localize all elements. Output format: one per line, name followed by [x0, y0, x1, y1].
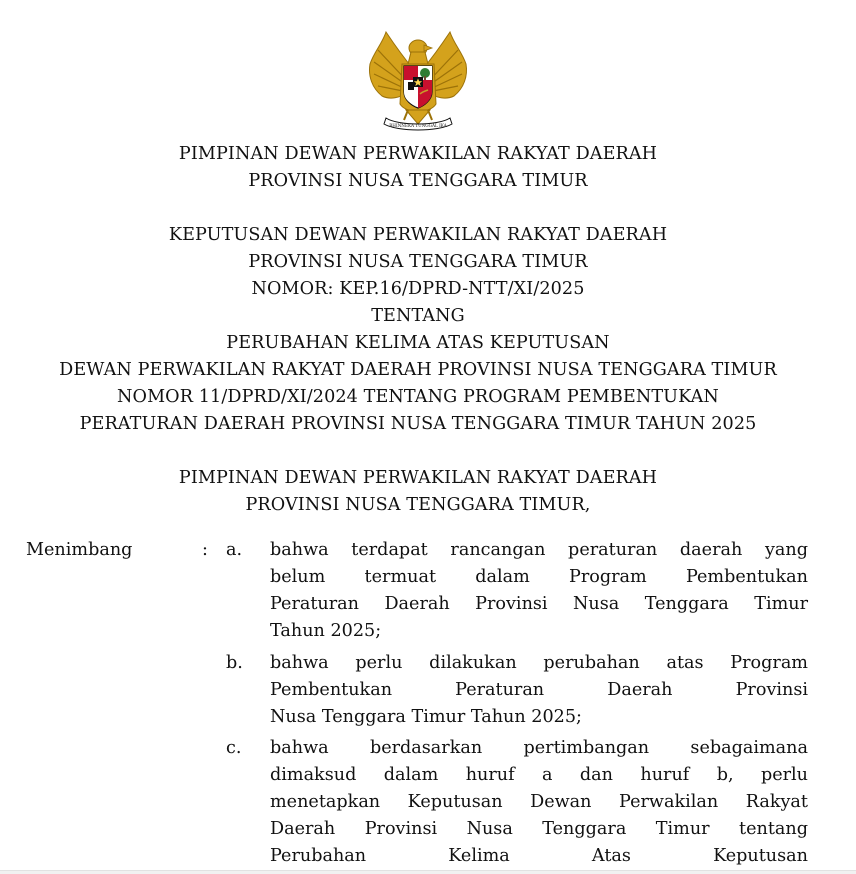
item-text-line: Pembentukan Peraturan Daerah Provinsi — [270, 680, 808, 700]
issuer-line-1: PIMPINAN DEWAN PERWAKILAN RAKYAT DAERAH — [178, 468, 658, 488]
title-about: TENTANG — [371, 306, 465, 326]
issuer-line-2: PROVINSI NUSA TENGGARA TIMUR, — [245, 495, 591, 515]
item-text-line: menetapkan Keputusan Dewan Perwakilan Rakyat — [270, 792, 808, 812]
considering-item-a — [226, 537, 808, 645]
garuda-pancasila-emblem-icon — [364, 30, 472, 138]
considering-colon: : — [202, 540, 208, 560]
item-text-line: Peraturan Daerah Provinsi Nusa Tenggara Timur — [270, 594, 808, 614]
decision-number: NOMOR: KEP.16/DPRD-NTT/XI/2025 — [251, 279, 585, 299]
item-text-line: Perubahan Kelima Atas Keputusan — [270, 846, 808, 866]
subject-line-2: DEWAN PERWAKILAN RAKYAT DAERAH PROVINSI NUSA TENGGARA TIMUR — [59, 360, 777, 380]
header-line-1: PIMPINAN DEWAN PERWAKILAN RAKYAT DAERAH — [178, 144, 658, 164]
header-line-2: PROVINSI NUSA TENGGARA TIMUR — [248, 171, 588, 191]
item-text-line: dimaksud dalam huruf a dan huruf b, perlu — [270, 765, 808, 785]
item-text-line: Nusa Tenggara Timur Tahun 2025; — [270, 707, 582, 727]
considering-item-c — [226, 735, 808, 870]
item-letter: c. — [226, 738, 242, 758]
considering-label: Menimbang — [26, 540, 133, 560]
issuing-body-header — [0, 141, 836, 195]
considering-item-b — [226, 650, 808, 731]
item-text-line: belum termuat dalam Program Pembentukan — [270, 567, 808, 587]
svg-text:BHINNEKA TUNGGAL IKA: BHINNEKA TUNGGAL IKA — [389, 123, 447, 128]
item-text-line: bahwa terdapat rancangan peraturan daerah yang — [270, 540, 808, 560]
subject-line-3: NOMOR 11/DPRD/XI/2024 TENTANG PROGRAM PEMBENTUKAN — [117, 387, 719, 407]
item-text-line: Daerah Provinsi Nusa Tenggara Timur tentang — [270, 819, 808, 839]
title-line-2: PROVINSI NUSA TENGGARA TIMUR — [248, 252, 588, 272]
issuer-block — [0, 465, 836, 519]
item-text-line: Tahun 2025; — [270, 621, 382, 641]
subject-line-1: PERUBAHAN KELIMA ATAS KEPUTUSAN — [226, 333, 610, 353]
subject-line-4: PERATURAN DAERAH PROVINSI NUSA TENGGARA TIMUR TAHUN 2025 — [79, 414, 757, 434]
item-letter: b. — [226, 653, 243, 673]
title-line-1: KEPUTUSAN DEWAN PERWAKILAN RAKYAT DAERAH — [168, 225, 668, 245]
page-bottom-edge — [0, 870, 856, 874]
decision-title — [0, 222, 836, 438]
item-text-line: bahwa berdasarkan pertimbangan sebagaimana — [270, 738, 808, 758]
item-text-line: bahwa perlu dilakukan perubahan atas Program — [270, 653, 808, 673]
item-letter: a. — [226, 540, 243, 560]
